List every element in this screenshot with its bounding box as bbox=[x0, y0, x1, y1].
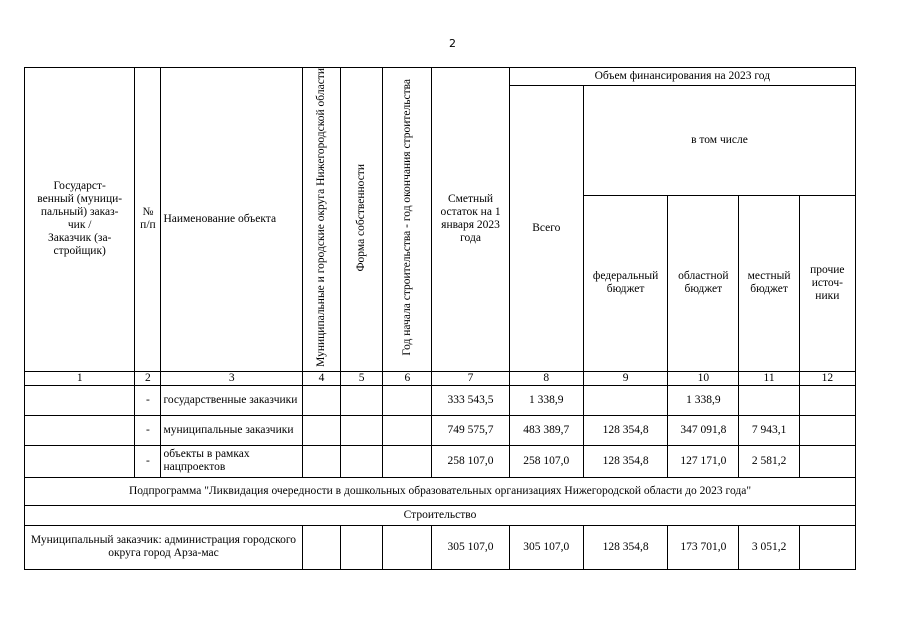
table-row bbox=[25, 385, 856, 415]
cell-value: 128 354,8 bbox=[583, 445, 667, 477]
financing-table bbox=[24, 67, 856, 570]
col-number: 2 bbox=[135, 371, 161, 385]
header-customer: Государст- венный (муници- пальный) заказ- чик / Заказчик (за- стройщик) bbox=[25, 68, 135, 372]
cell bbox=[341, 525, 383, 569]
table-row bbox=[25, 415, 856, 445]
cell-value: 128 354,8 bbox=[583, 415, 667, 445]
cell-value: 333 543,5 bbox=[432, 385, 509, 415]
cell-object-name: объекты в рамках нацпроектов bbox=[161, 445, 303, 477]
header-estimate-balance: Сметный остаток на 1 января 2023 года bbox=[432, 68, 509, 372]
col-number: 7 bbox=[432, 371, 509, 385]
cell bbox=[302, 385, 340, 415]
cell bbox=[383, 385, 432, 415]
page-number: 2 bbox=[449, 37, 456, 50]
cell-value: 1 338,9 bbox=[509, 385, 583, 415]
cell-value: 258 107,0 bbox=[509, 445, 583, 477]
col-number: 8 bbox=[509, 371, 583, 385]
header-regional-budget: областной бюджет bbox=[668, 195, 739, 371]
cell: - bbox=[135, 385, 161, 415]
cell bbox=[341, 385, 383, 415]
col-number: 5 bbox=[341, 371, 383, 385]
cell-value: 7 943,1 bbox=[739, 415, 799, 445]
cell-value: 347 091,8 bbox=[668, 415, 739, 445]
col-number: 12 bbox=[799, 371, 855, 385]
cell-value: 483 389,7 bbox=[509, 415, 583, 445]
column-numbers-row bbox=[25, 371, 856, 385]
cell-value bbox=[799, 385, 855, 415]
col-number: 1 bbox=[25, 371, 135, 385]
cell bbox=[383, 445, 432, 477]
cell-value: 128 354,8 bbox=[583, 525, 667, 569]
cell-value: 2 581,2 bbox=[739, 445, 799, 477]
header-ownership: Форма собственности bbox=[341, 68, 383, 372]
header-municipality: Муниципальные и городские округа Нижегородской области bbox=[302, 68, 340, 372]
cell-value bbox=[799, 445, 855, 477]
cell bbox=[25, 385, 135, 415]
cell bbox=[302, 525, 340, 569]
cell-value: 305 107,0 bbox=[509, 525, 583, 569]
cell bbox=[25, 415, 135, 445]
customer-name: Муниципальный заказчик: администрация городского округа город Арза-мас bbox=[25, 525, 303, 569]
cell bbox=[25, 445, 135, 477]
cell-object-name: муниципальные заказчики bbox=[161, 415, 303, 445]
cell bbox=[302, 415, 340, 445]
cell bbox=[383, 415, 432, 445]
header-object-name: Наименование объекта bbox=[161, 68, 303, 372]
header-federal-budget: федеральный бюджет bbox=[583, 195, 667, 371]
cell-value: 3 051,2 bbox=[739, 525, 799, 569]
cell: - bbox=[135, 415, 161, 445]
header-local-budget: местный бюджет bbox=[739, 195, 799, 371]
cell-value bbox=[799, 525, 855, 569]
cell-value: 1 338,9 bbox=[668, 385, 739, 415]
cell-value bbox=[739, 385, 799, 415]
subprogram-title: Подпрограмма "Ликвидация очередности в дошкольных образовательных организациях Нижегородской области до 2023 года" bbox=[25, 477, 856, 505]
col-number: 10 bbox=[668, 371, 739, 385]
col-number: 11 bbox=[739, 371, 799, 385]
section-title: Строительство bbox=[25, 505, 856, 525]
cell bbox=[341, 415, 383, 445]
header-construction-years: Год начала строительства - год окончания строительства bbox=[383, 68, 432, 372]
cell-value: 127 171,0 bbox=[668, 445, 739, 477]
cell-value: 173 701,0 bbox=[668, 525, 739, 569]
header-funding-group: Объем финансирования на 2023 год bbox=[509, 68, 855, 86]
customer-row bbox=[25, 525, 856, 569]
header-including: в том числе bbox=[583, 86, 855, 196]
table-row bbox=[25, 445, 856, 477]
col-number: 6 bbox=[383, 371, 432, 385]
header-other-sources: прочие источ- ники bbox=[799, 195, 855, 371]
cell-value bbox=[583, 385, 667, 415]
cell-object-name: государственные заказчики bbox=[161, 385, 303, 415]
cell bbox=[383, 525, 432, 569]
cell: - bbox=[135, 445, 161, 477]
cell bbox=[341, 445, 383, 477]
header-number: № п/п bbox=[135, 68, 161, 372]
cell-value bbox=[799, 415, 855, 445]
col-number: 4 bbox=[302, 371, 340, 385]
cell-value: 305 107,0 bbox=[432, 525, 509, 569]
cell-value: 749 575,7 bbox=[432, 415, 509, 445]
cell bbox=[302, 445, 340, 477]
header-total: Всего bbox=[509, 86, 583, 372]
col-number: 9 bbox=[583, 371, 667, 385]
col-number: 3 bbox=[161, 371, 303, 385]
cell-value: 258 107,0 bbox=[432, 445, 509, 477]
